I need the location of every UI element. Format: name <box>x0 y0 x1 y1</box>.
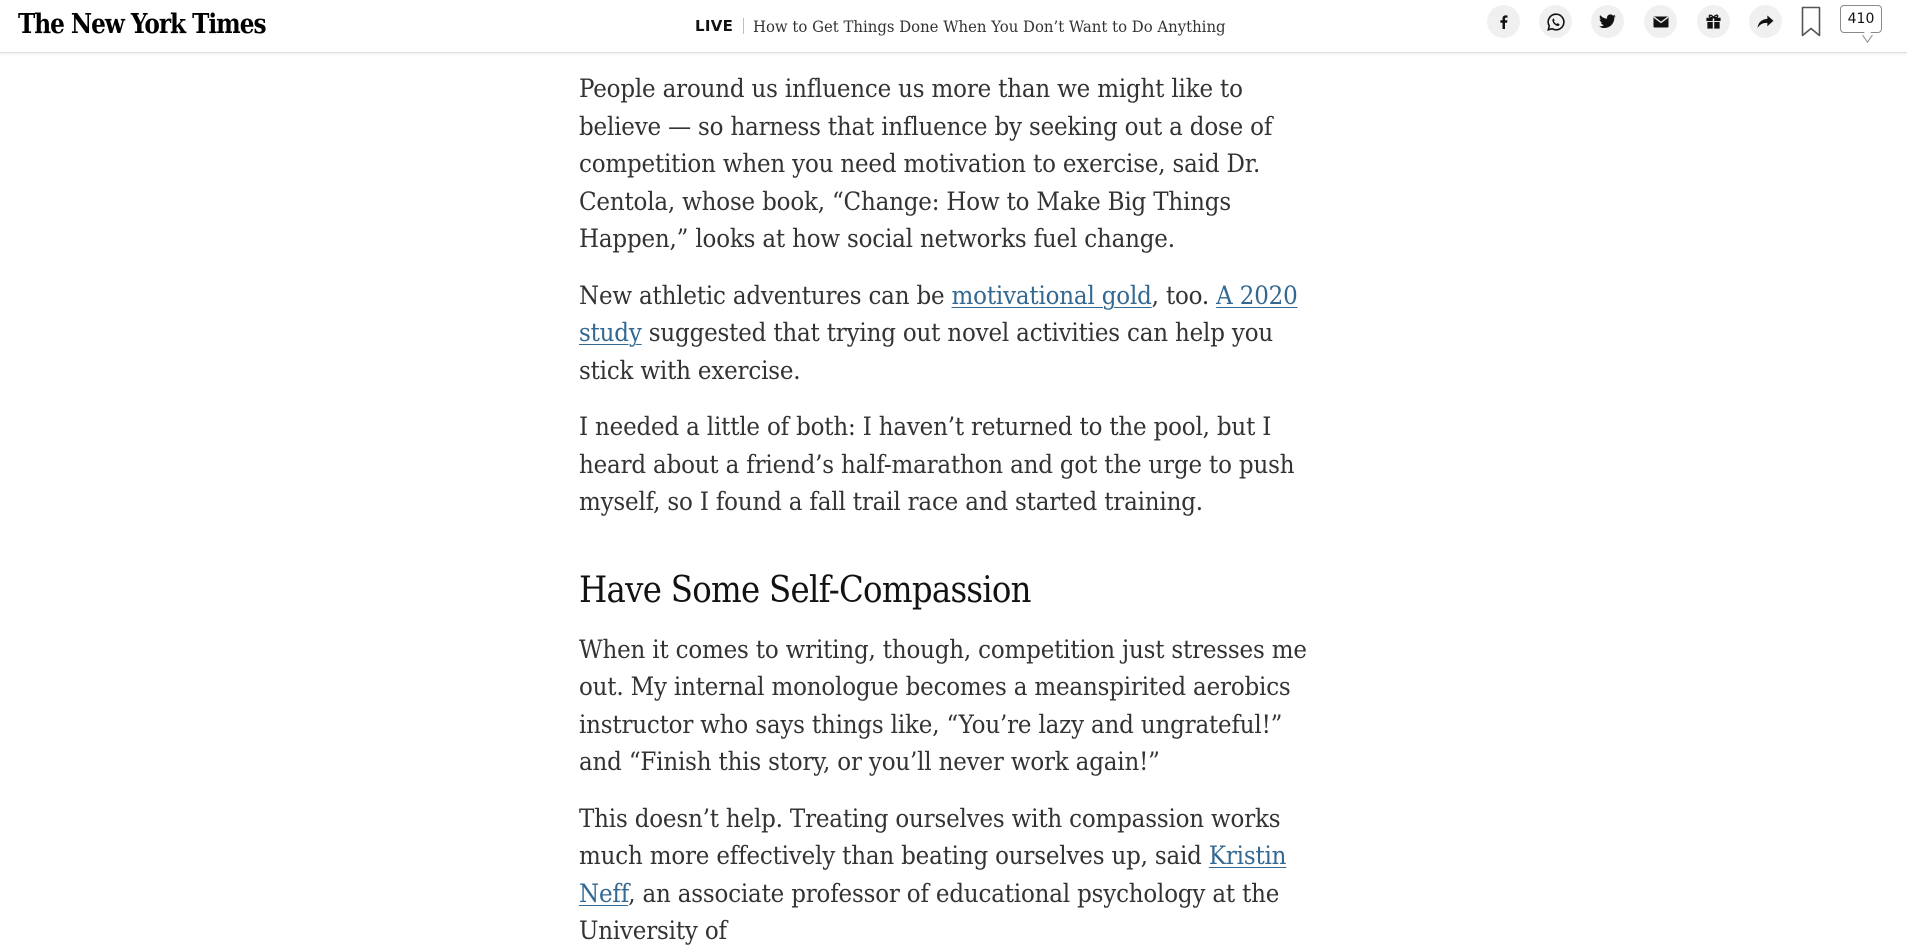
text-span: , an associate professor of educational psychology at the University of <box>579 878 1280 945</box>
link-kristin-neff[interactable]: Kristin Neff <box>579 841 1287 908</box>
share-arrow-icon <box>1757 15 1774 29</box>
article-headline[interactable]: How to Get Things Done When You Don’t Want to Do Anything <box>753 16 1226 36</box>
text-span: suggested that trying out novel activities can help you stick with exercise. <box>579 318 1273 385</box>
twitter-share-button[interactable] <box>1591 5 1624 38</box>
text-span: New athletic adventures can be <box>579 280 952 310</box>
live-headline[interactable] <box>695 14 1261 38</box>
comments-button[interactable] <box>1840 5 1884 35</box>
top-bar <box>0 0 1907 53</box>
twitter-icon <box>1599 14 1616 29</box>
email-share-button[interactable] <box>1644 5 1677 38</box>
whatsapp-icon <box>1546 12 1566 32</box>
live-label: LIVE <box>695 17 734 35</box>
link-2020-study[interactable]: A 2020 study <box>579 280 1298 347</box>
text-span: This doesn’t help. Treating ourselves with compassion works much more effectively than beating ourselves up, said <box>579 803 1281 870</box>
whatsapp-share-button[interactable] <box>1539 5 1572 38</box>
paragraph-competition: People around us influence us more than we might like to believe — so harness that influence by seeking out a dose of competition when you need motivation to exercise, said Dr. Centola, whose book, “Change: How to Make Big Things Happen,” looks at how social networks fuel change. <box>579 74 1273 253</box>
bookmark-icon[interactable] <box>1801 6 1821 37</box>
section-heading: Have Some Self-Compassion <box>579 569 1031 611</box>
paragraph-writing: When it comes to writing, though, competition just stresses me out. My internal monologue becomes a meanspirited aerobics instructor who says things like, “You’re lazy and ungrateful!” and “Finish this story, or you’ll never work again!” <box>579 634 1307 776</box>
article-body <box>579 70 1339 950</box>
text-span: , too. <box>1151 280 1217 310</box>
email-icon <box>1653 16 1669 28</box>
link-motivational-gold[interactable]: motivational gold <box>951 280 1152 310</box>
more-share-button[interactable] <box>1749 5 1782 38</box>
paragraph-compassion <box>579 800 1329 950</box>
nyt-logo[interactable]: The New York Times <box>18 9 266 40</box>
paragraph-adventures <box>579 277 1329 390</box>
gift-icon <box>1705 13 1722 30</box>
divider <box>743 18 744 34</box>
facebook-icon <box>1496 14 1512 30</box>
gift-article-button[interactable] <box>1697 5 1730 38</box>
paragraph-half-marathon: I needed a little of both: I haven’t returned to the pool, but I heard about a friend’s half-marathon and got the urge to push myself, so I found a fall trail race and started training. <box>579 412 1295 516</box>
comment-count: 410 <box>1840 5 1882 33</box>
facebook-share-button[interactable] <box>1487 5 1520 38</box>
